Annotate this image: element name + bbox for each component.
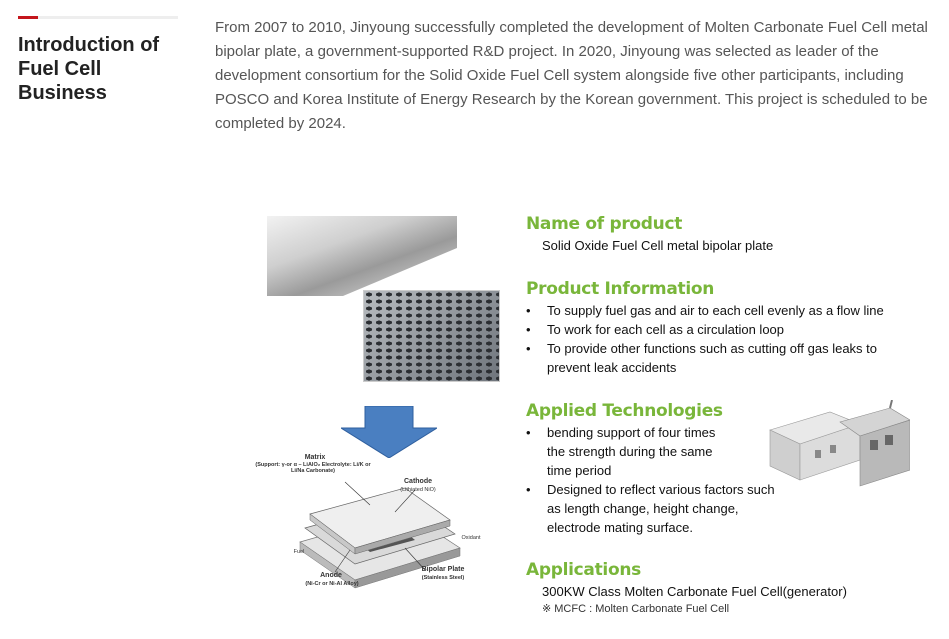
cathode-detail-label: (Lithiated NiO) <box>400 487 436 493</box>
fuel-cell-stack-diagram <box>255 450 485 610</box>
matrix-label: Matrix <box>304 454 326 461</box>
name-of-product-section <box>526 214 926 255</box>
cell-layers-illustration <box>255 450 485 610</box>
list-item: • bending support of four times the strength during the same time period <box>526 423 717 480</box>
bipolar-plate-mesh-photo <box>363 290 500 382</box>
metal-plate-photo <box>267 216 457 296</box>
bipolar-plate-detail-label: (Stainless Steel) <box>421 575 465 581</box>
applications-section <box>526 560 926 616</box>
applied-technologies-list <box>526 423 776 537</box>
matrix-detail-label: (Support: γ-or α – LiAlO₂ Electrolyte: Li/K or Li/Na Carbonate) <box>255 462 371 474</box>
product-infographic <box>245 200 925 630</box>
list-item: • To work for each cell as a circulation loop <box>526 320 926 339</box>
application-value: 300KW Class Molten Carbonate Fuel Cell(generator) <box>542 584 847 599</box>
cathode-label: Cathode <box>404 478 432 485</box>
applications-heading: Applications <box>526 560 641 580</box>
list-item: • To supply fuel gas and air to each cell evenly as a flow line <box>526 301 926 320</box>
anode-label: Anode <box>320 572 342 579</box>
list-item: • Designed to reflect various factors such as length change, height change, electrode mating surface. <box>526 480 787 537</box>
product-information-heading: Product Information <box>526 279 715 299</box>
applied-technologies-heading: Applied Technologies <box>526 401 723 421</box>
section-divider <box>18 16 178 19</box>
anode-detail-label: (Ni-Cr or Ni-Al Alloy) <box>305 581 359 587</box>
accent-line <box>18 16 38 19</box>
product-information-list <box>526 301 926 377</box>
mcfc-footnote: ※ MCFC : Molten Carbonate Fuel Cell <box>542 603 730 615</box>
section-sidebar <box>18 16 178 105</box>
product-information-section <box>526 279 926 377</box>
intro-paragraph: From 2007 to 2010, Jinyoung successfully completed the development of Molten Carbonate Fuel Cell metal bipolar plate, a government-supported R&D project. In 2020, Jinyoung was selected as leader of the development consortium for the Solid Oxide Fuel Cell system alongside five other participants, including POSCO and Korea Institute of Energy Research by the Korean government. This project is scheduled to be completed by 2024. <box>215 19 928 132</box>
name-of-product-heading: Name of product <box>526 214 683 234</box>
fuel-cell-generator-image <box>760 400 910 500</box>
list-item: • To provide other functions such as cutting off gas leaks to prevent leak accidents <box>526 339 907 377</box>
section-title: Introduction of Fuel Cell Business <box>18 34 160 104</box>
fuel-label: Fuel <box>293 549 305 555</box>
bipolar-plate-label: Bipolar Plate <box>421 566 465 573</box>
product-name: Solid Oxide Fuel Cell metal bipolar plate <box>542 238 774 253</box>
oxidant-label: Oxidant <box>461 535 481 541</box>
